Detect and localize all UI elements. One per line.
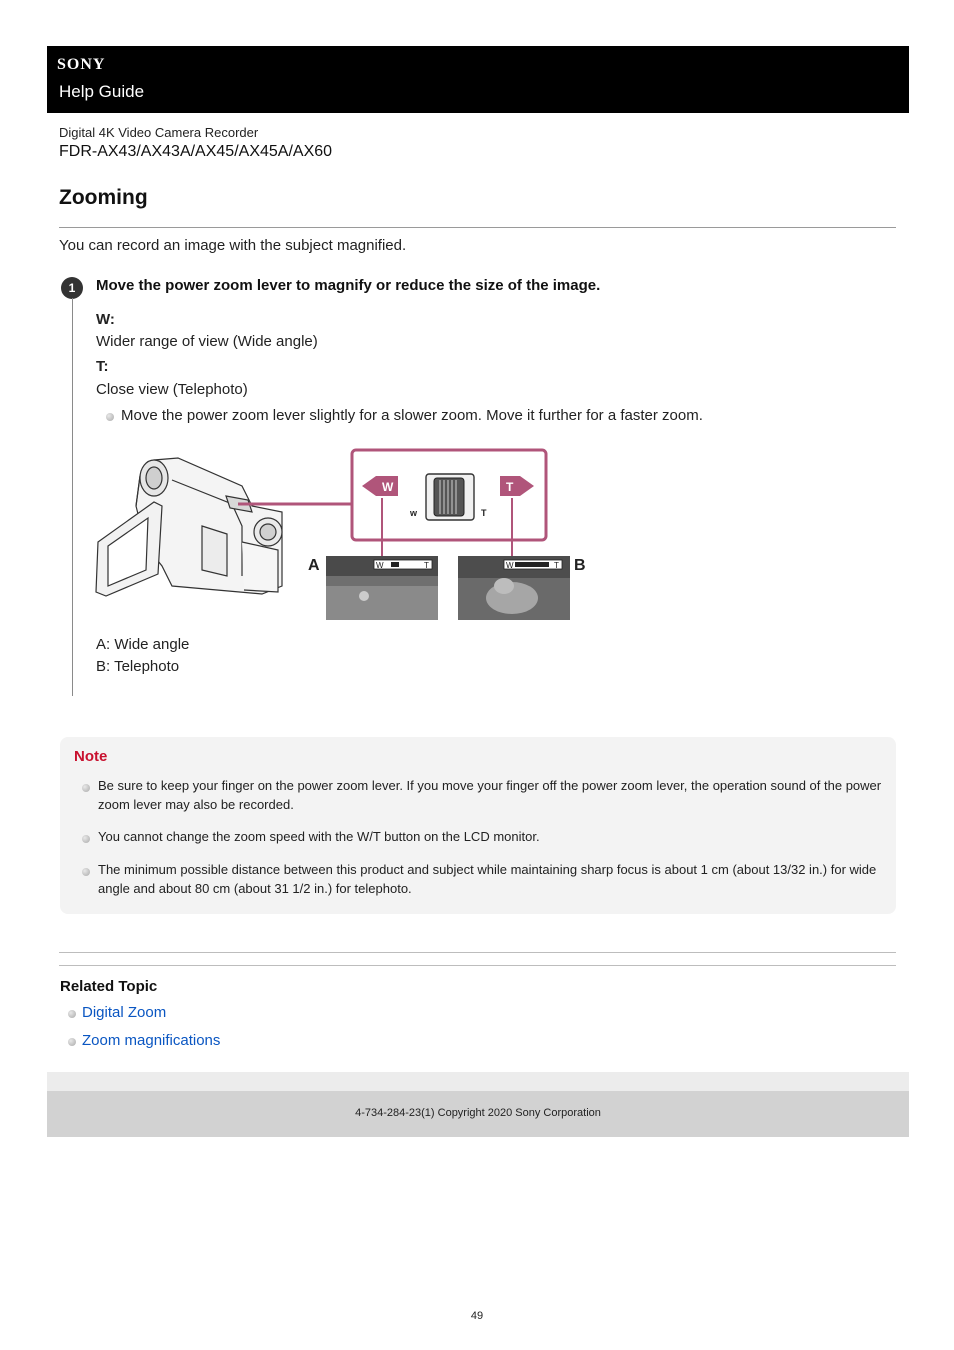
w-description: Wider range of view (Wide angle) bbox=[96, 333, 318, 350]
lever-w-mark: w bbox=[410, 508, 418, 518]
lever-t-mark: T bbox=[481, 508, 487, 518]
bullet-icon bbox=[106, 413, 114, 421]
sony-logo: SONY bbox=[57, 56, 106, 73]
section-divider bbox=[59, 965, 896, 966]
label-b: B bbox=[574, 557, 586, 574]
help-guide-label: Help Guide bbox=[59, 82, 145, 101]
title-divider bbox=[59, 227, 896, 228]
bullet-icon bbox=[68, 1038, 76, 1046]
zoom-speed-tip: Move the power zoom lever slightly for a slower zoom. Move it further for a faster zoom. bbox=[121, 407, 703, 424]
note-item: You cannot change the zoom speed with the W/T button on the LCD monitor. bbox=[98, 829, 540, 844]
zoom-lever-illustration bbox=[92, 446, 592, 626]
footer-band bbox=[47, 1072, 909, 1091]
w-arrow-label: W bbox=[382, 480, 394, 494]
bullet-icon bbox=[82, 868, 90, 876]
page-number: 49 bbox=[470, 1310, 484, 1322]
section-divider bbox=[59, 952, 896, 953]
step-connector-line bbox=[72, 298, 73, 696]
product-line: Digital 4K Video Camera Recorder bbox=[59, 125, 259, 140]
bullet-icon bbox=[82, 784, 90, 792]
w-label: W: bbox=[96, 311, 115, 328]
bar-b-t: T bbox=[554, 561, 559, 570]
t-description: Close view (Telephoto) bbox=[96, 381, 248, 398]
step-title: Move the power zoom lever to magnify or reduce the size of the image. bbox=[96, 277, 601, 294]
step-number-badge: 1 bbox=[61, 277, 83, 299]
link-digital-zoom[interactable]: Digital Zoom bbox=[82, 1004, 167, 1021]
note-item: Be sure to keep your finger on the power zoom lever. If you move your finger off the power zoom lever, the operation sound of the power zoom lever may also be recorded. bbox=[98, 778, 882, 812]
bar-a-t: T bbox=[424, 561, 429, 570]
page-header bbox=[47, 46, 909, 113]
related-topic-heading: Related Topic bbox=[60, 978, 158, 995]
note-heading: Note bbox=[74, 748, 108, 765]
caption-b: B: Telephoto bbox=[96, 658, 180, 675]
t-label: T: bbox=[96, 358, 109, 375]
label-a: A bbox=[308, 557, 320, 574]
bullet-icon bbox=[68, 1010, 76, 1018]
page-title: Zooming bbox=[59, 186, 148, 209]
link-zoom-magnifications[interactable]: Zoom magnifications bbox=[82, 1032, 221, 1049]
caption-a: A: Wide angle bbox=[96, 636, 190, 653]
bullet-icon bbox=[82, 835, 90, 843]
bar-b-w: W bbox=[506, 561, 514, 570]
intro-text: You can record an image with the subject magnified. bbox=[59, 237, 407, 254]
bar-a-w: W bbox=[376, 561, 384, 570]
t-arrow-label: T bbox=[506, 480, 514, 494]
model-list: FDR-AX43/AX43A/AX45/AX45A/AX60 bbox=[59, 143, 333, 160]
camcorder-icon bbox=[96, 458, 282, 596]
note-item: The minimum possible distance between this product and subject while maintaining sharp focus is about 1 cm (about 13/32 in.) for wide angle and about 80 cm (about 31 1/2 in.) for telephoto. bbox=[98, 862, 877, 896]
copyright-footer: 4-734-284-23(1) Copyright 2020 Sony Corporation bbox=[47, 1091, 909, 1137]
